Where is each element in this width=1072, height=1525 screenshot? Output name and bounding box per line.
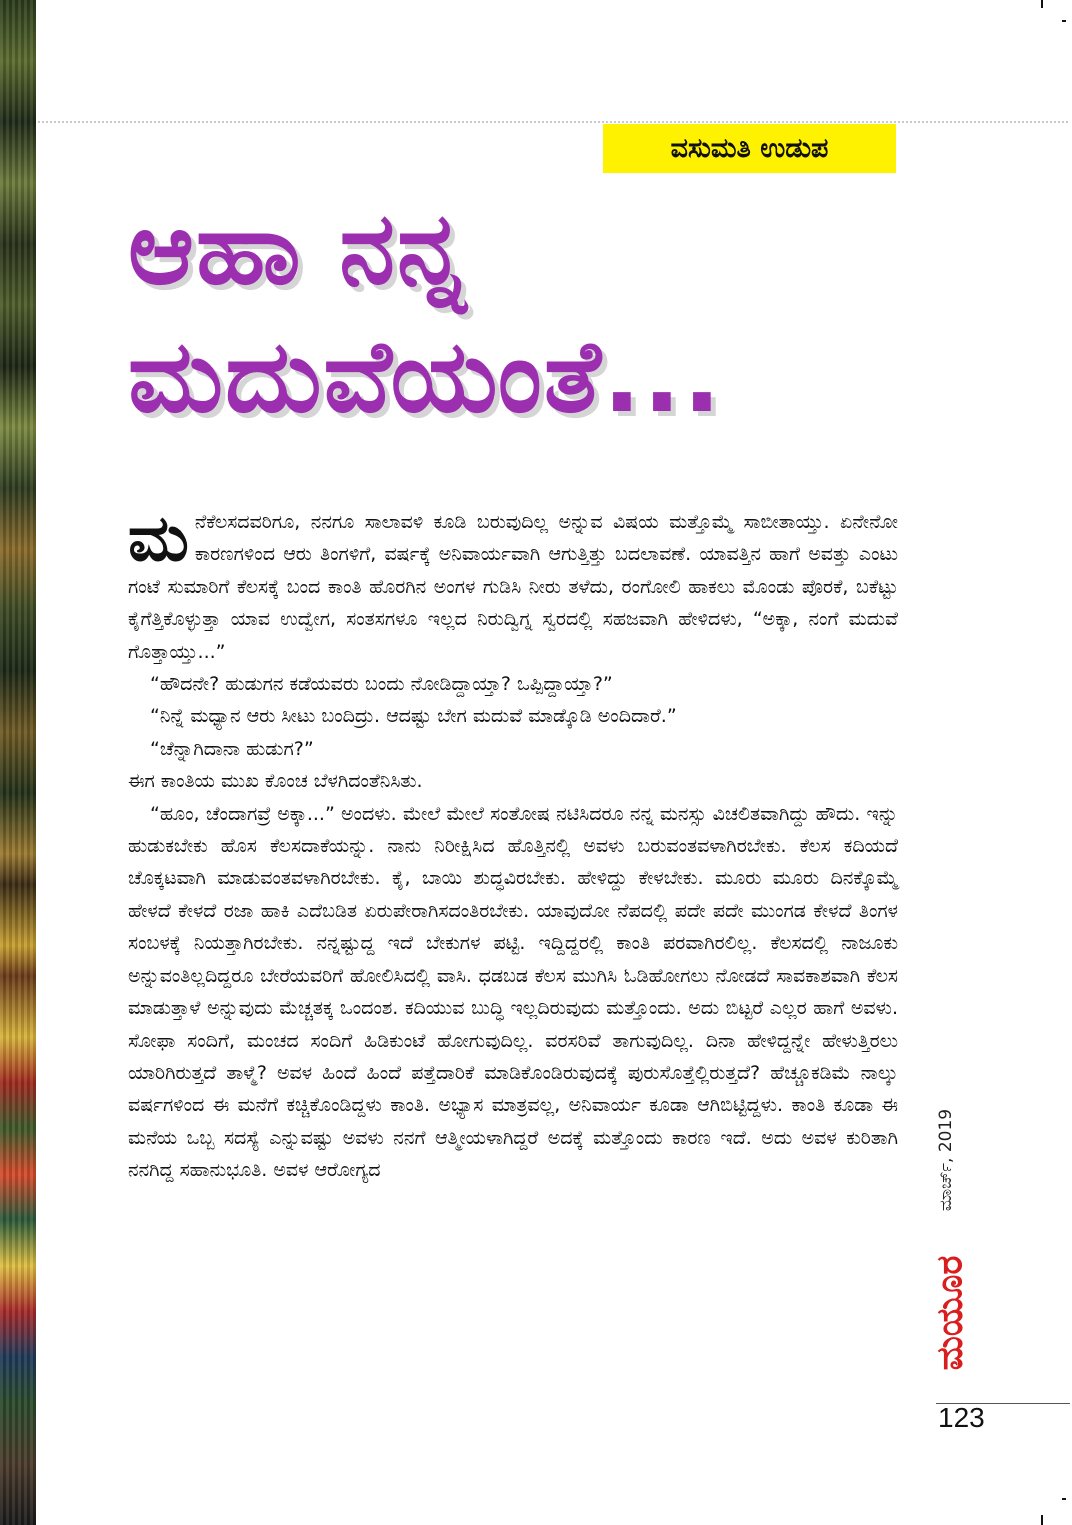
author-name: ವಸುಮತಿ ಉಡುಪ bbox=[670, 132, 829, 164]
author-label bbox=[603, 124, 896, 173]
issue-date bbox=[926, 1090, 966, 1230]
paragraph: ಈಗ ಕಾಂತಿಯ ಮುಖ ಕೊಂಚ ಬೆಳಗಿದಂತೆನಿಸಿತು. bbox=[128, 770, 423, 793]
issue-date-text: ಮಾರ್ಚ್, 2019 bbox=[936, 1108, 957, 1212]
crop-mark bbox=[1062, 20, 1066, 22]
paragraph: “ಚೆನ್ನಾಗಿದಾನಾ ಹುಡುಗ?” bbox=[150, 737, 314, 760]
crop-mark bbox=[1041, 1515, 1043, 1525]
title-line-2: ಮದುವೆಯಂತೆ... bbox=[128, 318, 723, 435]
paragraph bbox=[128, 502, 898, 668]
article-title bbox=[128, 185, 888, 441]
dotted-divider bbox=[38, 121, 1068, 123]
paragraph-text: ನೆಕೆಲಸದವರಿಗೂ, ನನಗೂ ಸಾಲಾವಳಿ ಕೂಡಿ ಬರುವುದಿಲ್ಲ ಅನ್ನುವ ವಿಷಯ ಮತ್ತೊಮ್ಮೆ ಸಾಬೀತಾಯ್ತು. ಏನೇನೋ ಕಾರಣಗಳಿಂದ ಆರು ತಿಂಗಳಿಗೆ, ವರ್ಷಕ್ಕೆ ಅನಿವಾರ್ಯವಾಗಿ ಆಗುತ್ತಿತ್ತು ಬದಲಾವಣೆ. ಯಾವತ್ತಿನ ಹಾಗೆ ಅವತ್ತು ಎಂಟು ಗಂಟೆ ಸುಮಾರಿಗೆ ಕೆಲಸಕ್ಕೆ ಬಂದ ಕಾಂತಿ ಹೊರಗಿನ ಅಂಗಳ ಗುಡಿಸಿ ನೀರು ತಳೆದು, ರಂಗೋಲಿ ಹಾಕಲು ಮೊಂಡು ಪೊರಕೆ, ಬಕೆಟ್ಟು ಕೈಗೆತ್ತಿಕೊಳ್ಳುತ್ತಾ ಯಾವ ಉದ್ವೇಗ, ಸಂತಸಗಳೂ ಇಲ್ಲದ ನಿರುದ್ವಿಗ್ನ ಸ್ವರದಲ್ಲಿ ಸಹಜವಾಗಿ ಹೇಳಿದಳು, “ಅಕ್ಕಾ, ನಂಗೆ ಮದುವೆ ಗೊತ್ತಾಯ್ತು...” bbox=[128, 511, 898, 663]
magazine-logo-text: ಮಯೂರ bbox=[929, 1255, 970, 1370]
crop-mark bbox=[1062, 1498, 1066, 1500]
drop-cap: ಮ bbox=[128, 502, 189, 576]
paragraph: “ಹೌದನೇ? ಹುಡುಗನ ಕಡೆಯವರು ಬಂದು ನೋಡಿದ್ದಾಯ್ತಾ? ಒಪ್ಪಿದ್ದಾಯ್ತಾ?” bbox=[150, 673, 613, 696]
paragraph: “ನಿನ್ನೆ ಮಧ್ಯಾನ ಆರು ಸೀಟು ಬಂದಿದ್ರು. ಆದಷ್ಟು ಬೇಗ ಮದುವೆ ಮಾಡ್ಕೊಡಿ ಅಂದಿದಾರೆ.” bbox=[150, 705, 677, 728]
crop-mark bbox=[1041, 0, 1043, 8]
title-line-1: ಆಹಾ ನನ್ನ bbox=[128, 190, 469, 307]
magazine-logo bbox=[926, 1250, 974, 1375]
article-body bbox=[128, 502, 898, 1187]
paragraph: “ಹೂಂ, ಚೆಂದಾಗವ್ರೆ ಅಕ್ಕಾ...” ಅಂದಳು. ಮೇಲೆ ಮೇಲೆ ಸಂತೋಷ ನಟಿಸಿದರೂ ನನ್ನ ಮನಸ್ಸು ವಿಚಲಿತವಾಗಿದ್ದು ಹೌದು. ಇನ್ನು ಹುಡುಕಬೇಕು ಹೊಸ ಕೆಲಸದಾಕೆಯನ್ನು. ನಾನು ನಿರೀಕ್ಷಿಸಿದ ಹೊತ್ತಿನಲ್ಲಿ ಅವಳು ಬರುವಂತವಳಾಗಿರಬೇಕು. ಕೆಲಸ ಕದಿಯದೆ ಚೊಕ್ಕಟವಾಗಿ ಮಾಡುವಂತವಳಾಗಿರಬೇಕು. ಕೈ, ಬಾಯಿ ಶುದ್ಧವಿರಬೇಕು. ಹೇಳಿದ್ದು ಕೇಳಬೇಕು. ಮೂರು ಮೂರು ದಿನಕ್ಕೊಮ್ಮೆ ಹೇಳದೆ ಕೇಳದೆ ರಜಾ ಹಾಕಿ ಎದೆಬಡಿತ ಏರುಪೇರಾಗಿಸದಂತಿರಬೇಕು. ಯಾವುದೋ ನೆಪದಲ್ಲಿ ಪದೇ ಪದೇ ಮುಂಗಡ ಕೇಳದೆ ತಿಂಗಳ ಸಂಬಳಕ್ಕೆ ನಿಯತ್ತಾಗಿರಬೇಕು. ನನ್ನಷ್ಟುದ್ದ ಇದೆ ಬೇಕುಗಳ ಪಟ್ಟಿ. ಇದ್ದಿದ್ದರಲ್ಲಿ ಕಾಂತಿ ಪರವಾಗಿರಲಿಲ್ಲ. ಕೆಲಸದಲ್ಲಿ ನಾಜೂಕು ಅನ್ನುವಂತಿಲ್ಲದಿದ್ದರೂ ಬೇರೆಯವರಿಗೆ ಹೋಲಿಸಿದಲ್ಲಿ ವಾಸಿ. ಧಡಬಡ ಕೆಲಸ ಮುಗಿಸಿ ಓಡಿಹೋಗಲು ನೋಡದೆ ಸಾವಕಾಶವಾಗಿ ಕೆಲಸ ಮಾಡುತ್ತಾಳೆ ಅನ್ನುವುದು ಮೆಚ್ಚತಕ್ಕ ಒಂದಂಶ. ಕದಿಯುವ ಬುದ್ಧಿ ಇಲ್ಲದಿರುವುದು ಮತ್ತೊಂದು. ಅದು ಬಿಟ್ಟರೆ ಎಲ್ಲರ ಹಾಗೆ ಅವಳು. ಸೋಫಾ ಸಂದಿಗೆ, ಮಂಚದ ಸಂದಿಗೆ ಹಿಡಿಕುಂಟೆ ಹೋಗುವುದಿಲ್ಲ. ವರಸರಿವೆ ತಾಗುವುದಿಲ್ಲ. ದಿನಾ ಹೇಳಿದ್ದನ್ನೇ ಹೇಳುತ್ತಿರಲು ಯಾರಿಗಿರುತ್ತದೆ ತಾಳ್ಮೆ? ಅವಳ ಹಿಂದೆ ಹಿಂದೆ ಪತ್ತೆದಾರಿಕೆ ಮಾಡಿಕೊಂಡಿರುವುದಕ್ಕೆ ಪುರುಸೊತ್ತೆಲ್ಲಿರುತ್ತದೆ? ಹೆಚ್ಚೂಕಡಿಮೆ ನಾಲ್ಕು ವರ್ಷಗಳಿಂದ ಈ ಮನೆಗೆ ಕಚ್ಚಿಕೊಂಡಿದ್ದಳು ಕಾಂತಿ. ಅಭ್ಯಾಸ ಮಾತ್ರವಲ್ಲ, ಅನಿವಾರ್ಯ ಕೂಡಾ ಆಗಿಬಿಟ್ಟಿದ್ದಳು. ಕಾಂತಿ ಕೂಡಾ ಈ ಮನೆಯ ಒಬ್ಬ ಸದಸ್ಯೆ ಎನ್ನುವಷ್ಟು ಅವಳು ನನಗೆ ಆತ್ಮೀಯಳಾಗಿದ್ದರೆ ಅದಕ್ಕೆ ಮತ್ತೊಂದು ಕಾರಣ ಇದೆ. ಅದು ಅವಳ ಕುರಿತಾಗಿ ನನಗಿದ್ದ ಸಹಾನುಭೂತಿ. ಅವಳ ಆರೋಗ್ಯದ bbox=[128, 802, 898, 1182]
decorative-image-strip bbox=[0, 0, 36, 1525]
page-number: 123 bbox=[938, 1402, 985, 1433]
